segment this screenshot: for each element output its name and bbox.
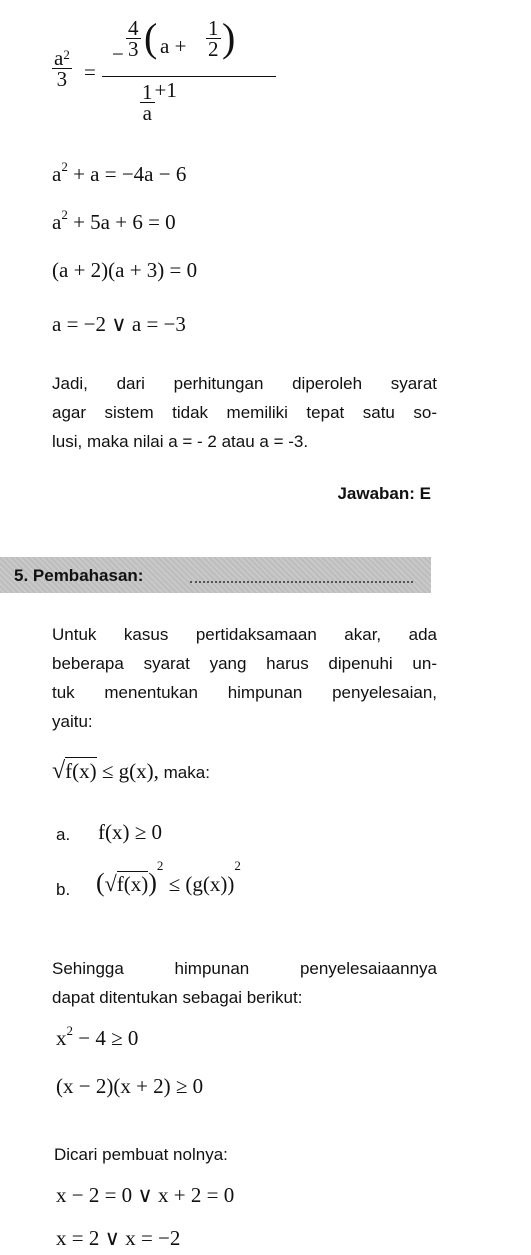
conclusion-line-2: agar sistem tidak memiliki tepat satu so- [52, 403, 437, 422]
rhs-coef-num: 4 [128, 16, 139, 40]
rhs-inner-num: 1 [208, 16, 219, 40]
equation-4: a = −2 ∨ a = −3 [52, 312, 186, 336]
conclusion-line-1: Jadi, dari perhitungan diperoleh syarat [52, 374, 437, 393]
answer-label: Jawaban: E [337, 484, 431, 503]
section-dotted-leader [190, 581, 413, 583]
intro-line-1: Untuk kasus pertidaksamaan akar, ada [52, 625, 437, 644]
section-header-bar [0, 557, 431, 593]
eq2-exp: 2 [61, 207, 68, 222]
rhs-denominator [140, 78, 177, 125]
eq1-exp: 2 [61, 159, 68, 174]
item-b-expr: $(√f(x))^2 \le (g(x))^2$ [96, 858, 241, 897]
condition-rel: ≤ g(x), [96, 759, 159, 783]
rhs-den-den: a [142, 101, 152, 125]
intro-line-4: yaitu: [52, 712, 93, 731]
lhs-fraction [52, 48, 72, 89]
condition-line [52, 758, 210, 785]
main-fraction-bar [102, 76, 276, 77]
rhs-den-num: 1 [142, 80, 153, 104]
item-b-exp2: 2 [234, 858, 241, 873]
intro-line-3: tuk menentukan himpunan penyelesaian, [52, 683, 437, 702]
item-a-expr: f(x) ≥ 0 [98, 820, 163, 844]
rhs-den-plus: +1 [154, 78, 177, 103]
eq1-a: a [52, 162, 62, 186]
item-b-label: b. [56, 880, 71, 899]
intro-paragraph [52, 620, 437, 736]
equation-2 [52, 207, 176, 235]
intro-line-2: beberapa syarat yang harus dipenuhi un- [52, 654, 437, 673]
equation-3: (a + 2)(a + 3) = 0 [52, 258, 198, 282]
solution-line-2: dapat ditentukan sebagai berikut: [52, 988, 303, 1007]
equation-1 [52, 159, 187, 187]
eq5-x: x [56, 1026, 67, 1050]
condition-maka: maka: [158, 763, 210, 782]
eq5-exp: 2 [66, 1023, 73, 1038]
section-label: 5. Pembahasan: [14, 566, 144, 585]
lhs-den: 3 [56, 67, 68, 91]
equation-6: (x − 2)(x + 2) ≥ 0 [56, 1074, 204, 1098]
eq2-a: a [52, 210, 62, 234]
item-b-exp: 2 [156, 858, 164, 873]
solution-line-1: Sehingga himpunan penyelesaiaannya [52, 959, 437, 978]
condition-sqrt-arg: f(x) [65, 759, 97, 783]
solution-paragraph [52, 954, 437, 1012]
item-a-label: a. [56, 825, 71, 844]
item-b-sqrt-arg: f(x) [116, 872, 149, 896]
eq2-rest: + 5a + 6 = 0 [67, 210, 176, 234]
eq1-rest: + a = −4a − 6 [67, 162, 187, 186]
zero-heading: Dicari pembuat nolnya: [54, 1145, 228, 1164]
item-b-mid: ≤ (g(x)) [163, 872, 235, 896]
equals-sign: = [84, 60, 96, 84]
rhs-inner-den: 2 [208, 37, 219, 61]
rhs-paren-a: a + [160, 34, 187, 58]
conclusion-line-3: lusi, maka nilai a = - 2 atau a = -3. [52, 432, 309, 451]
equation-8: x = 2 ∨ x = −2 [56, 1226, 181, 1250]
conclusion-paragraph [52, 369, 437, 456]
sqrt-icon: √ [104, 871, 117, 896]
lhs-num: a [54, 46, 64, 70]
rhs-coef-den: 3 [128, 37, 139, 61]
equation-7: x − 2 = 0 ∨ x + 2 = 0 [56, 1183, 235, 1207]
equation-5 [56, 1023, 139, 1051]
lhs-num-exp: 2 [63, 47, 70, 62]
sqrt-icon: √ [52, 758, 66, 784]
eq5-rest: − 4 ≥ 0 [73, 1026, 139, 1050]
